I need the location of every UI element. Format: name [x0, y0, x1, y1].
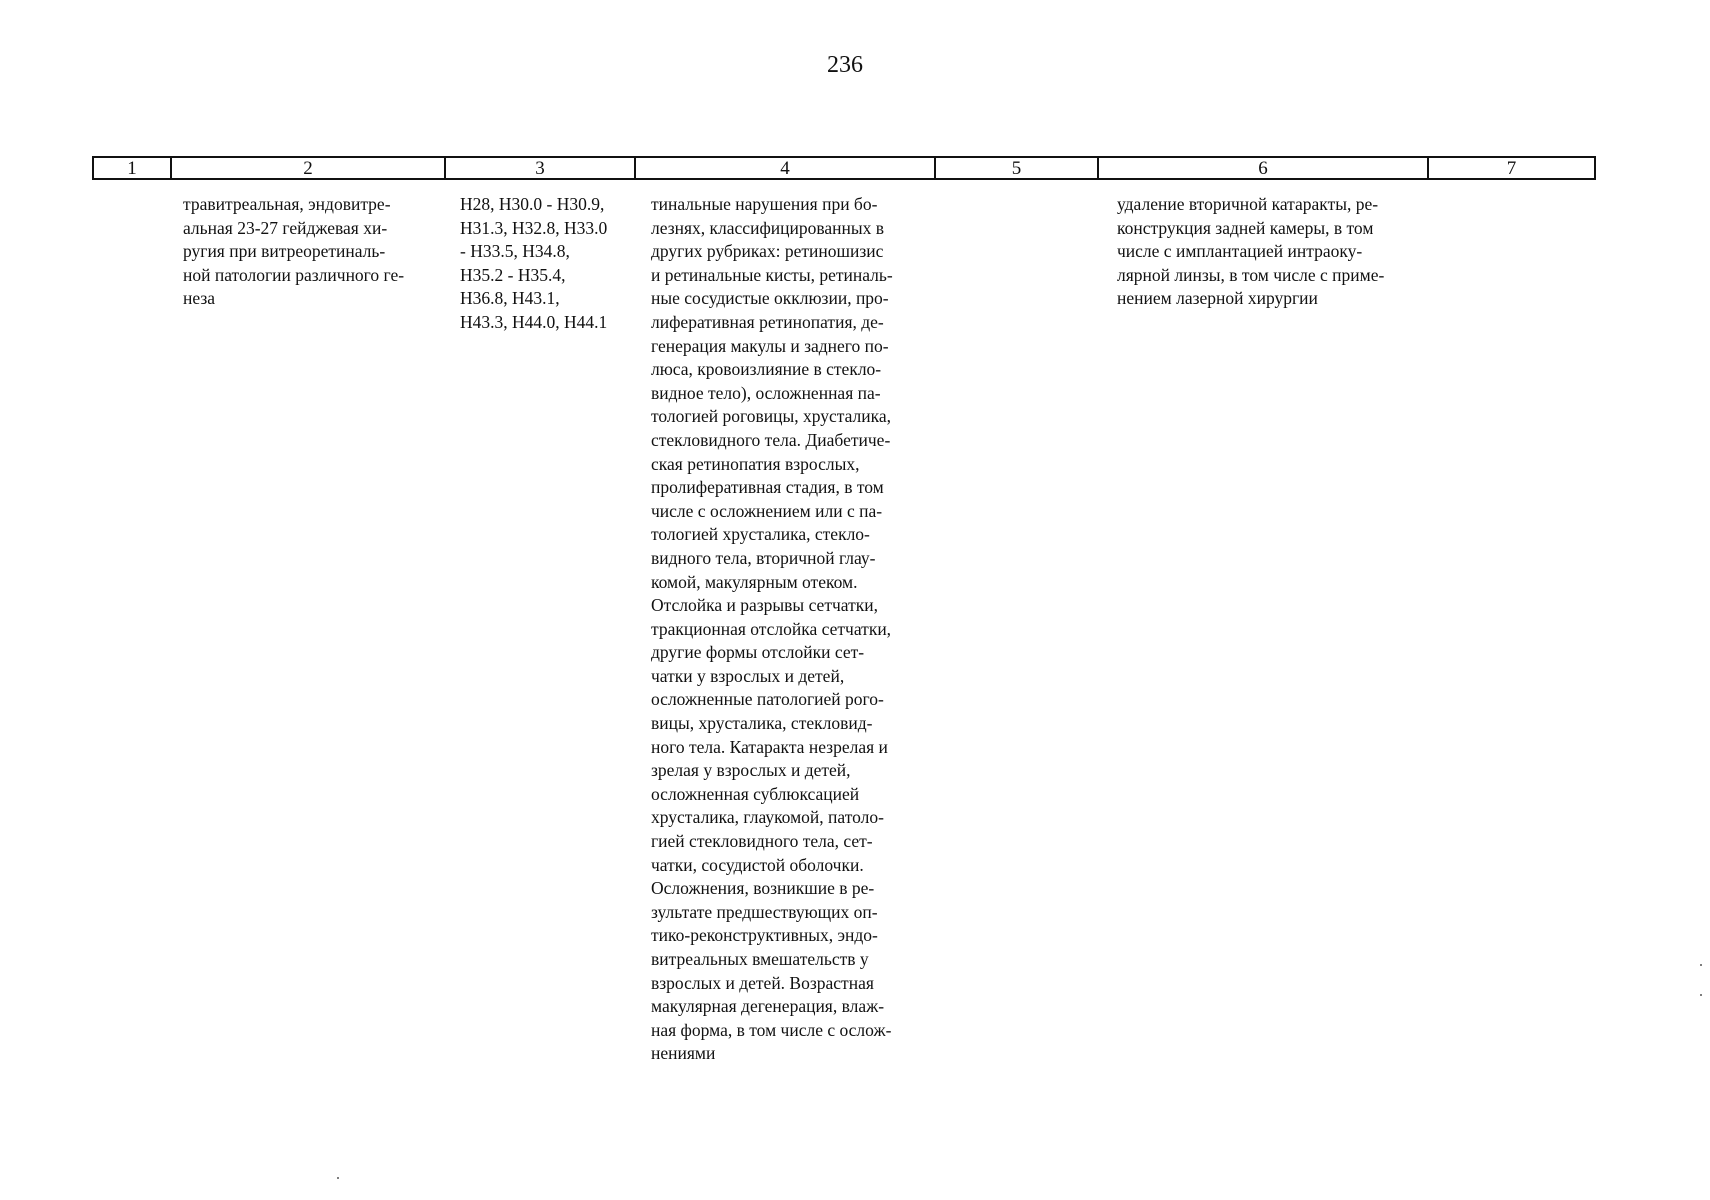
header-cell-6: 6	[1099, 158, 1429, 178]
header-cell-7: 7	[1506, 158, 1517, 179]
page-number: 236	[827, 52, 863, 78]
cell-treatment-description: удаление вторичной катаракты, ре- конструкция задней камеры, в том числе с имплантацией интраоку- лярной линзы, в том числе с приме- нением лазерной хирургии	[1117, 194, 1385, 309]
header-cell-3: 3	[446, 158, 636, 178]
cell-method-name: травитреальная, эндовитре- альная 23-27 гейджевая хи- ругия при витреоретиналь- ной патологии различного ге- неза	[183, 194, 405, 309]
scan-speck	[1700, 964, 1702, 966]
cell-icd-codes: H28, H30.0 - H30.9, H31.3, H32.8, H33.0 - H33.5, H34.8, H35.2 - H35.4, H36.8, H43.1, H43.3, H44.0, H44.1	[460, 194, 608, 332]
scan-speck	[337, 1177, 339, 1179]
table-header-row	[92, 156, 1596, 180]
cell-diagnosis-description: тинальные нарушения при бо- лезнях, классифицированных в других рубриках: ретиношизис и ретинальные кисты, ретиналь- ные сосудистые окклюзии, про- лиферативная ретинопатия, де- генерация макулы и заднего по- люса, кровоизлияние в стекло- видное тело), осложненная па- тологией роговицы, хрусталика, стекловидного тела. Диабетиче- ская ретинопатия взрослых, пролиферативная стадия, в том числе с осложнением или с па- тологией хрусталика, стекло- видного тела, вторичной глау- комой, макулярным отеком. Отслойка и разрывы сетчатки, тракционная отслойка сетчатки, другие формы отслойки сет- чатки у взрослых и детей, осложненные патологией рого- вицы, хрусталика, стекловид- ного тела. Катаракта незрелая и зрелая у взрослых и детей, осложненная сублюксацией хрусталика, глаукомой, патоло- гией стекловидного тела, сет- чатки, сосудистой оболочки. Осложнения, возникшие в ре- зультате предшествующих оп- тико-реконструктивных, эндо- витреальных вмешательств у взрослых и детей. Возрастная макулярная дегенерация, влаж- ная форма, в том числе с ослож- нениями	[651, 194, 893, 1064]
header-cell-2: 2	[172, 158, 446, 178]
header-cell-4: 4	[636, 158, 936, 178]
header-cell-1: 1	[94, 158, 172, 178]
scan-speck	[1700, 994, 1702, 996]
header-cell-5: 5	[936, 158, 1099, 178]
